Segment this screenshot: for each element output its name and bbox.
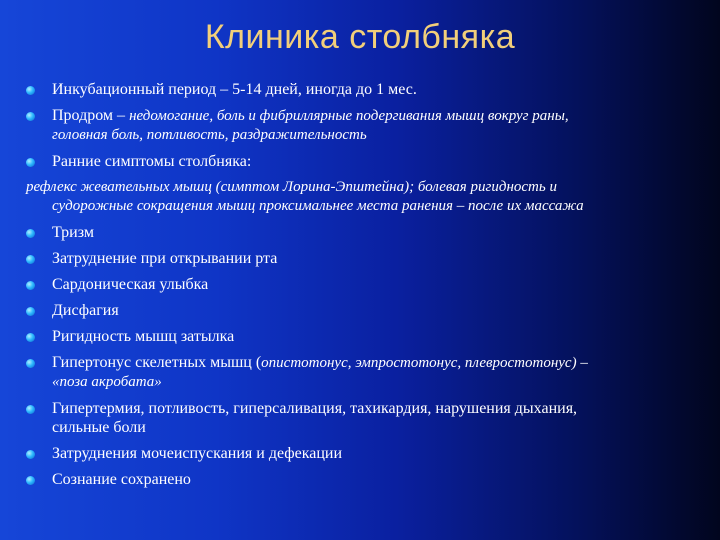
bullet-icon bbox=[26, 229, 35, 238]
item-text: Затруднение при открывании рта bbox=[52, 250, 278, 267]
list-item bbox=[0, 399, 720, 437]
bullet-icon bbox=[26, 405, 35, 414]
list-item bbox=[0, 327, 720, 346]
item-italic-text: опистотонус, эмпростотонус, плевростотонус) – bbox=[261, 355, 588, 371]
bullet-icon bbox=[26, 333, 35, 342]
bullet-icon bbox=[26, 307, 35, 316]
item-text: Гипертонус скелетных мышц ( bbox=[52, 354, 262, 371]
item-text: Ранние симптомы столбняка: bbox=[52, 153, 252, 170]
item-continuation: сильные боли bbox=[52, 419, 146, 436]
list-item bbox=[0, 353, 720, 392]
item-italic-text: недомогание, боль и фибриллярные подергивания мышц вокруг раны, bbox=[129, 108, 569, 124]
item-continuation: головная боль, потливость, раздражительность bbox=[52, 127, 367, 143]
detail-line-2: судорожные сокращения мышц проксимальнее места ранения – после их массажа bbox=[52, 198, 584, 214]
item-text: Дисфагия bbox=[52, 302, 119, 319]
symptom-list bbox=[0, 80, 720, 496]
list-item bbox=[0, 106, 720, 145]
item-continuation: «поза акробата» bbox=[52, 374, 162, 390]
bullet-icon bbox=[26, 476, 35, 485]
bullet-icon bbox=[26, 86, 35, 95]
list-item bbox=[0, 470, 720, 489]
bullet-icon bbox=[26, 158, 35, 167]
bullet-icon bbox=[26, 281, 35, 290]
item-text: Сардоническая улыбка bbox=[52, 276, 209, 293]
item-text: Инкубационный период – 5-14 дней, иногда до 1 мес. bbox=[52, 81, 417, 98]
item-text: Ригидность мышц затылка bbox=[52, 328, 235, 345]
item-text: Гипертермия, потливость, гиперсаливация, тахикардия, нарушения дыхания, bbox=[52, 400, 578, 417]
item-text: Затруднения мочеиспускания и дефекации bbox=[52, 445, 343, 462]
list-item bbox=[0, 80, 720, 99]
early-symptoms-detail bbox=[0, 178, 720, 216]
list-item bbox=[0, 301, 720, 320]
item-text: Тризм bbox=[52, 224, 94, 241]
item-text: Сознание сохранено bbox=[52, 471, 191, 488]
list-item bbox=[0, 444, 720, 463]
list-item bbox=[0, 275, 720, 294]
item-text: Продром – bbox=[52, 107, 126, 124]
bullet-icon bbox=[26, 450, 35, 459]
list-item bbox=[0, 249, 720, 268]
bullet-icon bbox=[26, 255, 35, 264]
slide-title: Клиника столбняка bbox=[204, 18, 516, 56]
bullet-icon bbox=[26, 359, 35, 368]
list-item bbox=[0, 152, 720, 171]
bullet-icon bbox=[26, 112, 35, 121]
list-item bbox=[0, 223, 720, 242]
detail-line-1: рефлекс жевательных мышц (симптом Лорина-Эпштейна); болевая ригидность и bbox=[26, 179, 557, 195]
